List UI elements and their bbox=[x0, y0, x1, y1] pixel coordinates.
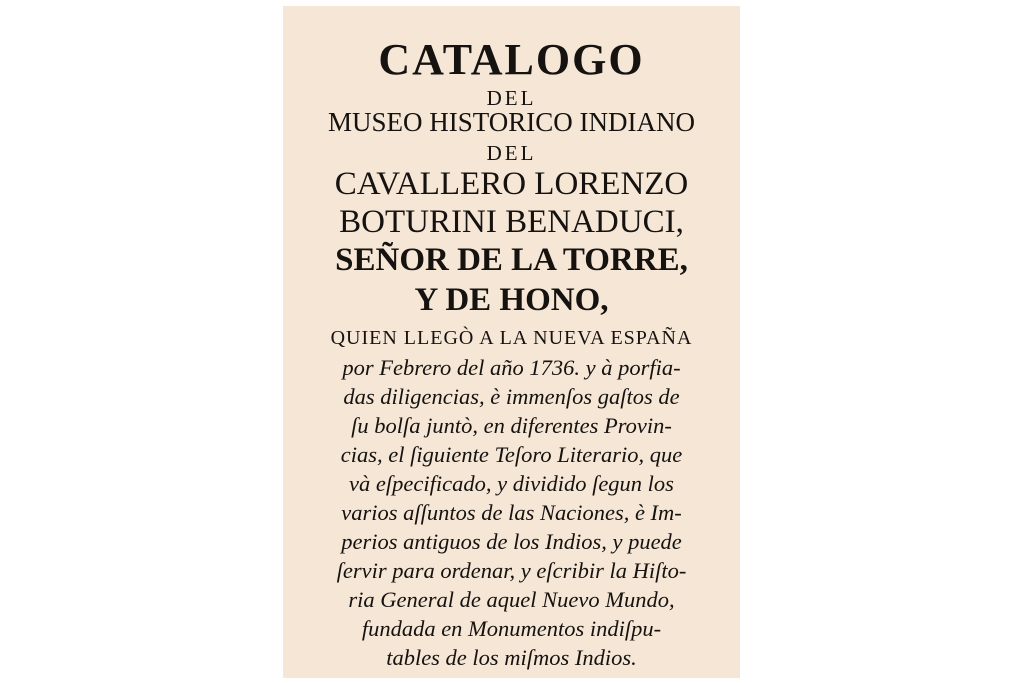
title-page bbox=[283, 6, 740, 678]
lordship-line: SEÑOR DE LA TORRE, bbox=[335, 242, 688, 278]
body-line: por Febrero del año 1736. y à porfia- bbox=[342, 355, 681, 380]
body-line: perios antiguos de los Indios, y puede bbox=[341, 529, 682, 554]
author-name-line: BOTURINI BENADUCI, bbox=[339, 204, 684, 240]
author-title-line: CAVALLERO LORENZO bbox=[334, 166, 689, 202]
body-line: varios aſſuntos de las Naciones, è Im- bbox=[341, 500, 682, 525]
lordship-line-2: Y DE HONO, bbox=[414, 282, 609, 318]
arrival-line: QUIEN LLEGÒ A LA NUEVA ESPAÑA bbox=[330, 327, 693, 349]
body-line: fundada en Monumentos indiſpu- bbox=[361, 616, 662, 641]
body-line: cias, el ſiguiente Teſoro Literario, que bbox=[340, 442, 683, 467]
body-line: và eſpecificado, y dividido ſegun los bbox=[349, 471, 674, 496]
body-line: tables de los miſmos Indios. bbox=[386, 645, 637, 670]
body-line: ria General de aquel Nuevo Mundo, bbox=[348, 587, 675, 612]
body-line: ſu bolſa juntò, en diferentes Provin- bbox=[351, 413, 672, 438]
connector-del-2: DEL bbox=[486, 141, 537, 165]
body-line: das diligencias, è immenſos gaſtos de bbox=[343, 384, 680, 409]
catalog-title: CATALOGO bbox=[378, 35, 645, 84]
museum-name: MUSEO HISTORICO INDIANO bbox=[327, 107, 695, 137]
connector-del-1: DEL bbox=[486, 86, 537, 110]
body-line: ſervir para ordenar, y eſcribir la Hiſto- bbox=[336, 558, 687, 583]
